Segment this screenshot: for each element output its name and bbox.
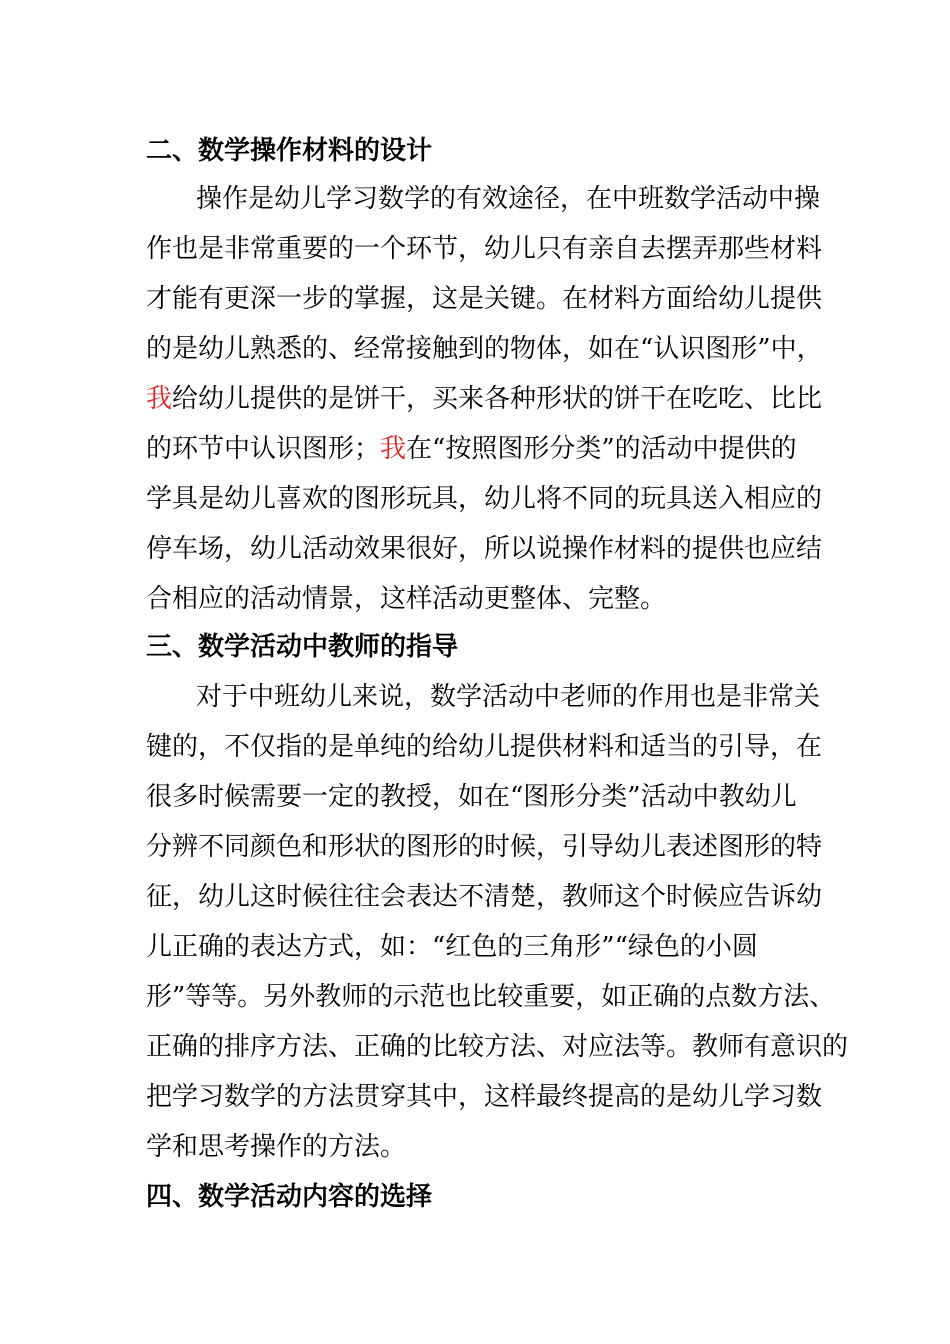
paragraph-line: 征，幼儿这时候往往会表达不清楚，教师这个时候应告诉幼	[146, 882, 823, 912]
paragraph-line: 学和思考操作的方法。	[146, 1132, 407, 1162]
paragraph-line: 才能有更深一步的掌握，这是关键。在材料方面给幼儿提供	[146, 284, 823, 314]
section-heading: 四、数学活动内容的选择	[146, 1182, 433, 1212]
paragraph-line: 儿正确的表达方式，如：“红色的三角形”“绿色的小圆	[146, 932, 758, 962]
line-text: 给幼儿提供的是饼干，买来各种形状的饼干在吃吃、比比	[172, 384, 823, 414]
paragraph-line: 对于中班幼儿来说，数学活动中老师的作用也是非常关	[196, 682, 821, 712]
paragraph-line: 很多时候需要一定的教授，如在“图形分类”活动中教幼儿	[146, 782, 797, 812]
paragraph-line: 作也是非常重要的一个环节，幼儿只有亲自去摆弄那些材料	[146, 234, 823, 264]
section-heading: 二、数学操作材料的设计	[146, 136, 433, 166]
paragraph-line: 正确的排序方法、正确的比较方法、对应法等。教师有意识的	[146, 1032, 849, 1062]
section-heading: 三、数学活动中教师的指导	[146, 632, 459, 662]
paragraph-line: 键的，不仅指的是单纯的给幼儿提供材料和适当的引导，在	[146, 732, 823, 762]
paragraph-line: 的是幼儿熟悉的、经常接触到的物体，如在“认识图形”中，	[146, 334, 823, 364]
paragraph-line: 把学习数学的方法贯穿其中，这样最终提高的是幼儿学习数	[146, 1082, 823, 1112]
paragraph-line: 形”等等。另外教师的示范也比较重要，如正确的点数方法、	[146, 982, 836, 1012]
highlighted-text: 我	[146, 384, 173, 414]
paragraph-line	[146, 434, 797, 464]
line-text: 的环节中认识图形；	[146, 434, 381, 464]
paragraph-line: 操作是幼儿学习数学的有效途径，在中班数学活动中操	[196, 184, 821, 214]
paragraph-line: 停车场，幼儿活动效果很好，所以说操作材料的提供也应结	[146, 534, 823, 564]
line-text: 在“按照图形分类”的活动中提供的	[406, 434, 797, 464]
paragraph-line: 合相应的活动情景，这样活动更整体、完整。	[146, 584, 667, 614]
paragraph-line: 分辨不同颜色和形状的图形的时候，引导幼儿表述图形的特	[146, 832, 823, 862]
paragraph-line: 学具是幼儿喜欢的图形玩具，幼儿将不同的玩具送入相应的	[146, 484, 823, 514]
paragraph-line	[146, 384, 822, 414]
highlighted-text: 我	[380, 434, 407, 464]
